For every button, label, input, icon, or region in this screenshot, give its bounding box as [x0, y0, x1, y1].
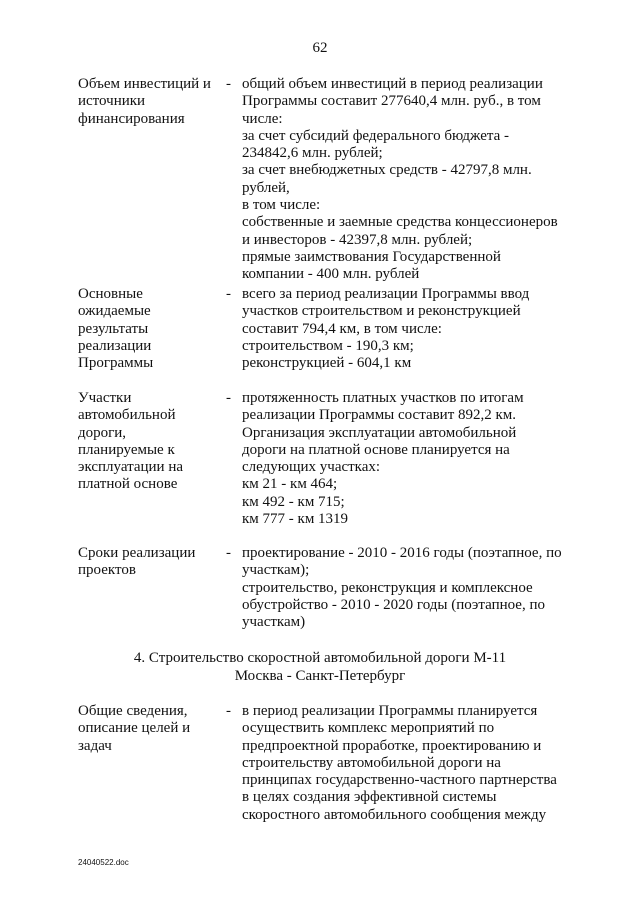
- page-number: 62: [312, 40, 328, 56]
- results-row: [78, 286, 568, 372]
- row-content: всего за период реализации Программы ввод участков строительством и реконструкцией составит 794,4 км, в том числе: строительством - 190,3 км; реконструкцией - 604,1 км: [242, 286, 530, 372]
- toll-sections-row: [78, 390, 568, 528]
- row-dash: -: [226, 76, 231, 92]
- section-title: 4. Строительство скоростной автомобильной дороги М-11 Москва - Санкт-Петербург: [133, 650, 507, 684]
- row-label: Общие сведения, описание целей и задач: [78, 703, 191, 754]
- row-label: Основные ожидаемые результаты реализации Программы: [78, 286, 154, 372]
- row-content: общий объем инвестиций в период реализации Программы составит 277640,4 млн. руб., в том числе: за счет субсидий федерального бюджета - 234842,6 млн. рублей; за счет внебюджетных средств - 42797,8 млн. рублей, в том числе: собственные и заемные средства концессионеров и инвесторов - 42397,8 млн. рублей; прямые заимствования Государственной компании - 400 млн. рублей: [242, 76, 558, 283]
- row-content: в период реализации Программы планируется осуществить комплекс мероприятий по предпроектной проработке, проектированию и строительству автомобильной дороги на принципах государственно-частного партнерства в целях создания эффективной системы скоростного автомобильного сообщения между: [242, 703, 557, 823]
- row-content: протяженность платных участков по итогам реализации Программы составит 892,2 км. Организация эксплуатации автомобильной дороги на платной основе планируется на следующих участках: км 21 - км 464; км 492 - км 715; км 777 - км 1319: [242, 390, 524, 528]
- row-label: Объем инвестиций и источники финансирования: [78, 76, 211, 127]
- investment-row: [78, 76, 568, 284]
- row-dash: -: [226, 286, 231, 302]
- footer-filename: 24040522.doc: [78, 858, 129, 867]
- row-label: Участки автомобильной дороги, планируемые к эксплуатации на платной основе: [78, 390, 184, 493]
- row-content: проектирование - 2010 - 2016 годы (поэтапное, по участкам); строительство, реконструкция и комплексное обустройство - 2010 - 2020 годы (поэтапное, по участкам): [242, 545, 562, 631]
- row-dash: -: [226, 545, 231, 561]
- timeline-row: [78, 545, 568, 631]
- row-dash: -: [226, 390, 231, 406]
- general-info-row: [78, 703, 568, 824]
- row-dash: -: [226, 703, 231, 719]
- row-label: Сроки реализации проектов: [78, 545, 196, 579]
